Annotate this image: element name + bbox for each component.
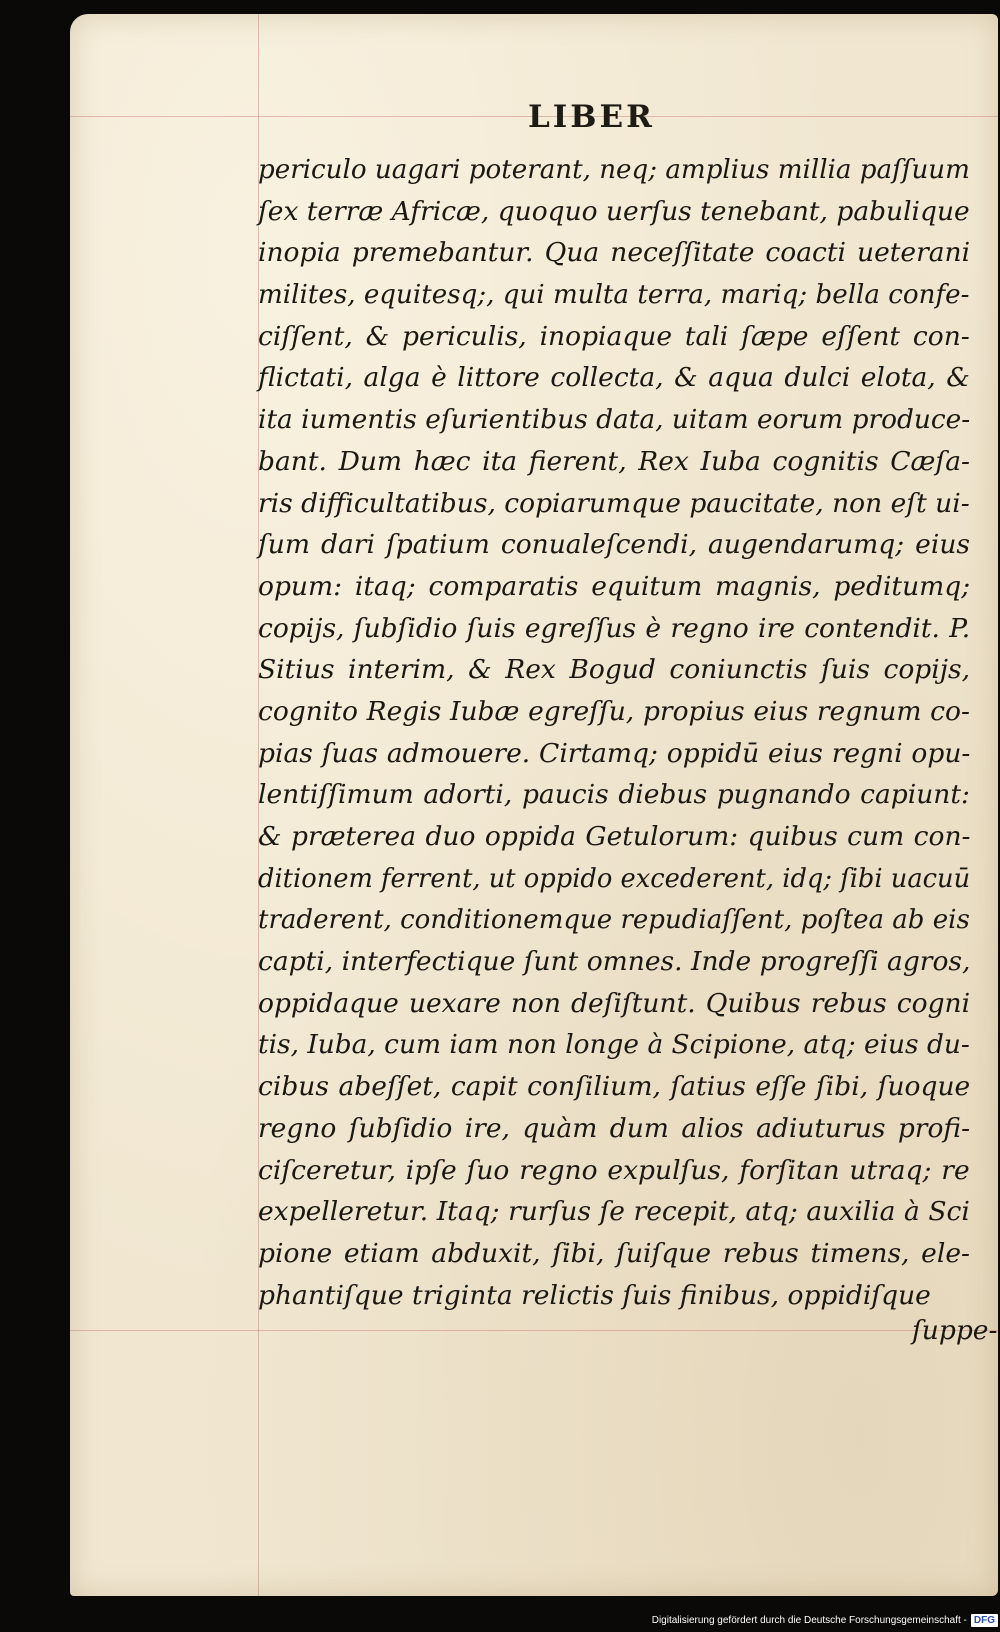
text-line: traderent, conditionemque repudiaſſent, poſtea ab eis xyxy=(258,904,970,936)
text-line: capti, interfectique ſunt omnes. Inde progreſſi agros, xyxy=(258,946,971,978)
footer-credit: Digitalisierung gefördert durch die Deutsche Forschungsgemeinschaft - xyxy=(651,1614,967,1626)
text-line: inopia premebantur. Qua neceſſitate coacti ueterani xyxy=(258,237,971,269)
text-line: oppidaque uexare non deſiſtunt. Quibus rebus cogni xyxy=(258,987,971,1019)
text-line: ſum dari ſpatium conualeſcendi, augendarumq; eius xyxy=(258,529,970,561)
text-line: cognito Regis Iubæ egreſſu, propius eius regnum co- xyxy=(258,695,970,727)
text-line: opum: itaq; comparatis equitum magnis, peditumq; xyxy=(258,570,971,602)
catchword: ſuppe- xyxy=(912,1315,998,1346)
text-line: copijs, ſubſidio ſuis egreſſus è regno ire contendit. P. xyxy=(258,612,971,644)
text-line: Sitius interim, & Rex Bogud coniunctis ſuis copijs, xyxy=(258,654,970,686)
text-line: ſex terræ Africæ, quoquo uerſus tenebant, pabulique xyxy=(258,195,970,227)
text-line: pione etiam abduxit, ſibi, ſuiſque rebus timens, ele- xyxy=(258,1237,970,1269)
text-line: phantiſque triginta relictis ſuis finibus, oppidiſque xyxy=(258,1279,931,1311)
text-line: milites, equitesq;, qui multa terra, mariq; bella confe- xyxy=(258,279,970,311)
running-header: LIBER xyxy=(528,99,655,135)
text-line: expelleretur. Itaq; rurſus ſe recepit, atq; auxilia à Sci xyxy=(258,1196,970,1228)
text-line: periculo uagari poterant, neq; amplius millia paſſuum xyxy=(258,154,970,185)
body-text xyxy=(258,149,970,1316)
dfg-logo: DFG xyxy=(971,1614,998,1627)
text-line: ciſceretur, ipſe ſuo regno expulſus, forſitan utraq; re xyxy=(258,1154,970,1186)
text-line: ris difficultatibus, copiarumque paucitate, non eſt ui- xyxy=(258,487,970,519)
text-line: ditionem ferrent, ut oppido excederent, idq; ſibi uacuū xyxy=(258,862,971,894)
text-line: & præterea duo oppida Getulorum: quibus cum con- xyxy=(258,821,971,852)
text-line: ciſſent, & periculis, inopiaque tali ſæpe eſſent con- xyxy=(258,320,970,352)
text-line: bant. Dum hæc ita fierent, Rex Iuba cognitis Cæſa- xyxy=(258,445,970,477)
text-line: flictati, alga è littore collecta, & aqua dulci elota, & xyxy=(258,362,970,394)
book-page xyxy=(70,14,998,1596)
text-line: regno ſubſidio ire, quàm dum alios adiuturus profi- xyxy=(258,1112,971,1144)
text-line: pias ſuas admouere. Cirtamq; oppidū eius regni opu- xyxy=(258,737,971,769)
text-line: ita iumentis eſurientibus data, uitam eorum produce- xyxy=(258,404,971,436)
margin-rule-bottom xyxy=(70,1330,998,1331)
text-line: lentiſſimum adorti, paucis diebus pugnando capiunt: xyxy=(258,779,970,811)
digitization-footer xyxy=(652,1612,998,1628)
text-line: tis, Iuba, cum iam non longe à Scipione, atq; eius du- xyxy=(258,1029,970,1061)
text-line: cibus abeſſet, capit conſilium, ſatius eſſe ſibi, ſuoque xyxy=(258,1071,971,1103)
